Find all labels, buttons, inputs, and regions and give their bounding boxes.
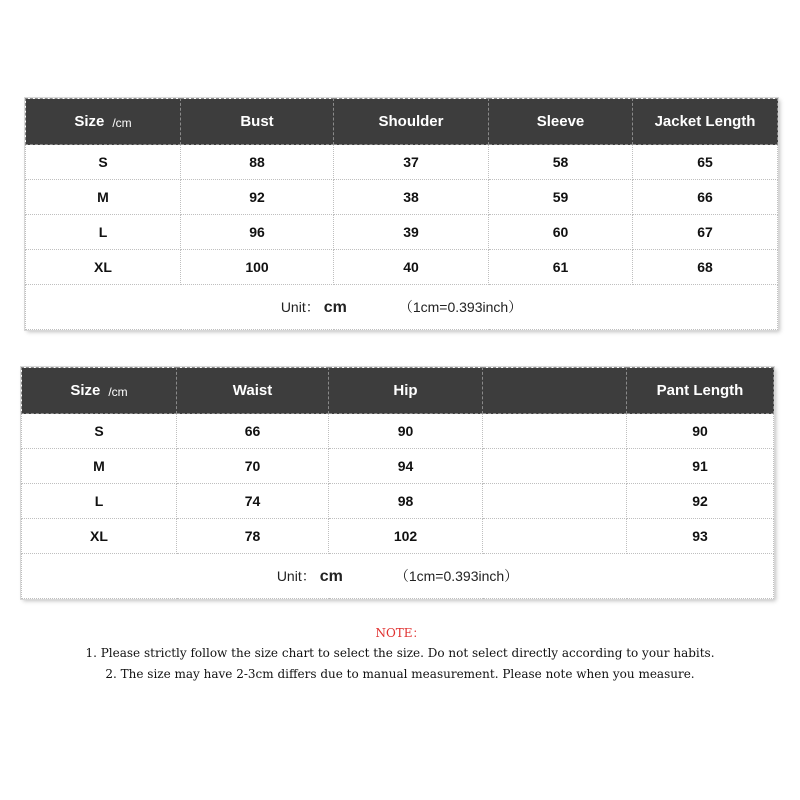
cell-shoulder: 37 — [334, 145, 489, 180]
header-unit: /cm — [112, 116, 132, 130]
unit-label: Unit： — [276, 568, 316, 584]
cell-jacket-length: 68 — [633, 250, 778, 285]
table-header-row — [22, 368, 774, 414]
unit-row — [26, 285, 778, 330]
table-header-row — [26, 99, 778, 145]
cell-hip: 102 — [329, 519, 483, 554]
cell-bust: 92 — [181, 180, 334, 215]
cell-pant-length: 91 — [627, 449, 774, 484]
table-row — [22, 519, 774, 554]
cell-waist: 74 — [177, 484, 329, 519]
header-unit: /cm — [108, 385, 128, 399]
cell-size: L — [22, 484, 177, 519]
cell-waist: 78 — [177, 519, 329, 554]
cell-waist: 70 — [177, 449, 329, 484]
cell-jacket-length: 67 — [633, 215, 778, 250]
cell-sleeve: 61 — [489, 250, 633, 285]
header-sleeve: Sleeve — [489, 99, 633, 145]
cell-size: XL — [22, 519, 177, 554]
cell-blank — [483, 449, 627, 484]
cell-pant-length: 93 — [627, 519, 774, 554]
unit-label: Unit： — [280, 299, 320, 315]
cell-jacket-length: 65 — [633, 145, 778, 180]
cell-sleeve: 60 — [489, 215, 633, 250]
pants-size-chart — [21, 367, 774, 599]
header-size: Size /cm — [22, 368, 177, 414]
cell-pant-length: 90 — [627, 414, 774, 449]
table-row — [22, 449, 774, 484]
cell-shoulder: 38 — [334, 180, 489, 215]
header-pant-length: Pant Length — [627, 368, 774, 414]
cell-pant-length: 92 — [627, 484, 774, 519]
cell-waist: 66 — [177, 414, 329, 449]
cell-hip: 94 — [329, 449, 483, 484]
unit-note — [26, 285, 778, 330]
cell-size: L — [26, 215, 181, 250]
header-jacket-length: Jacket Length — [633, 99, 778, 145]
cell-hip: 90 — [329, 414, 483, 449]
cell-size: M — [22, 449, 177, 484]
cell-blank — [483, 519, 627, 554]
unit-conversion: （1cm=0.393inch） — [398, 299, 523, 315]
cell-sleeve: 59 — [489, 180, 633, 215]
unit-conversion: （1cm=0.393inch） — [394, 568, 519, 584]
unit-value: cm — [323, 299, 347, 316]
note-line-2: 2. The size may have 2-3cm differs due to manual measurement. Please note when you measure. — [105, 667, 695, 681]
cell-size: S — [26, 145, 181, 180]
unit-row — [22, 554, 774, 599]
unit-note — [22, 554, 774, 599]
table-row — [26, 180, 778, 215]
cell-hip: 98 — [329, 484, 483, 519]
header-size: Size /cm — [26, 99, 181, 145]
header-hip: Hip — [329, 368, 483, 414]
cell-jacket-length: 66 — [633, 180, 778, 215]
unit-value: cm — [319, 568, 343, 585]
table-row — [22, 414, 774, 449]
cell-bust: 96 — [181, 215, 334, 250]
cell-size: XL — [26, 250, 181, 285]
note-line-1: 1. Please strictly follow the size chart to select the size. Do not select directly according to your habits. — [85, 646, 715, 660]
cell-size: S — [22, 414, 177, 449]
note-title: NOTE： — [375, 626, 425, 640]
header-shoulder: Shoulder — [334, 99, 489, 145]
header-waist: Waist — [177, 368, 329, 414]
cell-size: M — [26, 180, 181, 215]
cell-shoulder: 39 — [334, 215, 489, 250]
cell-bust: 100 — [181, 250, 334, 285]
header-blank — [483, 368, 627, 414]
table-row — [26, 145, 778, 180]
table-row — [26, 215, 778, 250]
cell-blank — [483, 414, 627, 449]
header-bust: Bust — [181, 99, 334, 145]
cell-bust: 88 — [181, 145, 334, 180]
cell-shoulder: 40 — [334, 250, 489, 285]
table-row — [26, 250, 778, 285]
cell-blank — [483, 484, 627, 519]
table-row — [22, 484, 774, 519]
jacket-size-chart — [25, 98, 778, 330]
cell-sleeve: 58 — [489, 145, 633, 180]
